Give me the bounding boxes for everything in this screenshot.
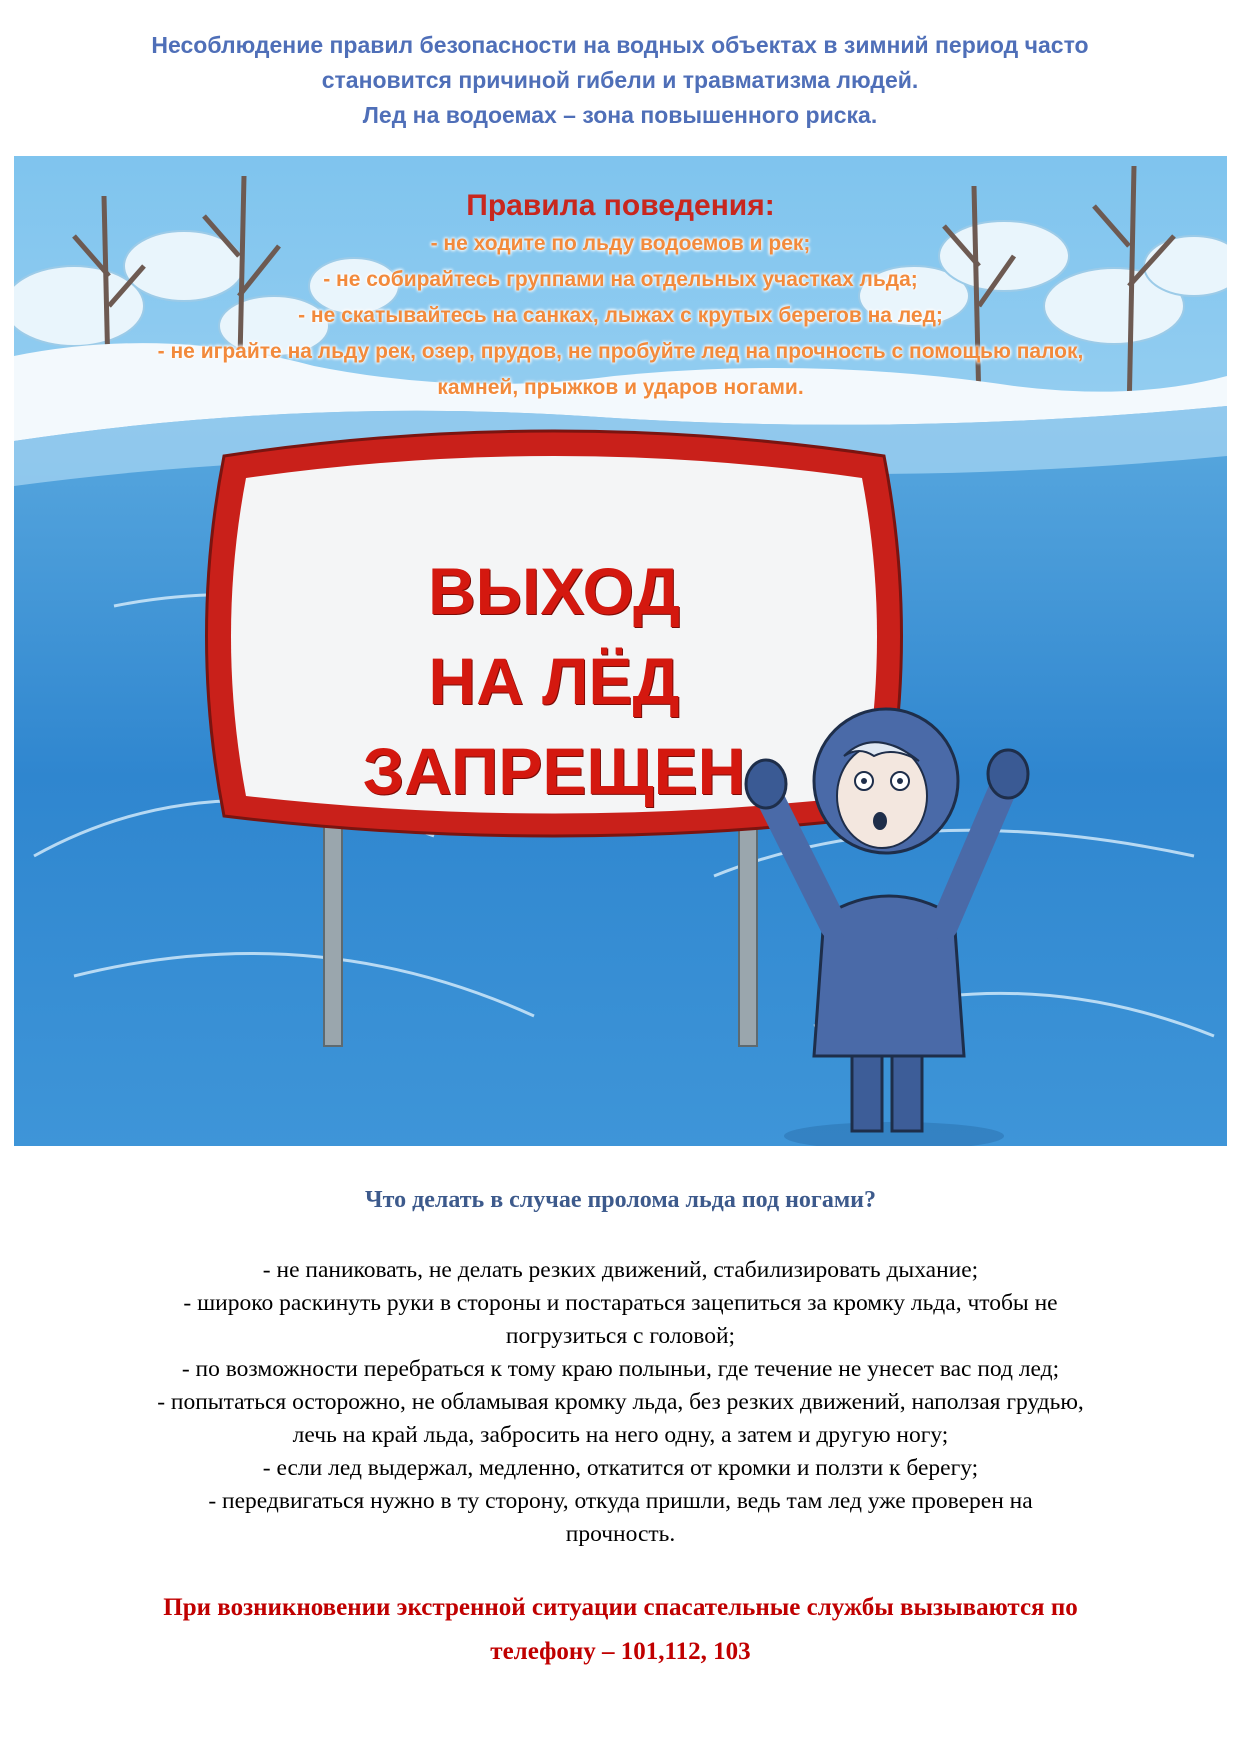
sign-line-2: НА ЛЁД (428, 644, 680, 718)
step-line: - попытаться осторожно, не обламывая кромку льда, без резких движений, наползая грудью, (157, 1389, 1084, 1415)
step-line: прочность. (565, 1521, 676, 1547)
intro-line-3: Лед на водоемах – зона повышенного риска. (362, 102, 878, 128)
step-line: - если лед выдержал, медленно, откатится от кромки и ползти к берегу; (262, 1455, 979, 1481)
sign-line-1: ВЫХОД (427, 554, 681, 628)
emergency-notice (0, 1586, 1241, 1674)
sign-line-3: ЗАПРЕЩЕН (362, 734, 746, 808)
step-line: лечь на край льда, забросить на него одну, а затем и другую ногу; (292, 1422, 949, 1448)
sign-text (279, 546, 829, 816)
rule-item: - не играйте на льду рек, озер, прудов, не пробуйте лед на прочность с помощью палок, (157, 340, 1084, 363)
emergency-line-1: При возникновении экстренной ситуации спасательные службы вызываются по (163, 1594, 1078, 1621)
safety-steps (40, 1254, 1201, 1551)
section-title: Что делать в случае пролома льда под ногами? (365, 1187, 876, 1213)
intro-line-2: становится причиной гибели и травматизма людей. (321, 67, 919, 93)
emergency-line-2: телефону – 101,112, 103 (490, 1638, 751, 1665)
rule-item: камней, прыжков и ударов ногами. (437, 376, 804, 399)
step-line: - передвигаться нужно в ту сторону, откуда пришли, ведь там лед уже проверен на (208, 1488, 1033, 1514)
rule-item: - не собирайтесь группами на отдельных участках льда; (323, 268, 918, 291)
rule-item: - не ходите по льду водоемов и рек; (430, 232, 811, 255)
step-line: - широко раскинуть руки в стороны и постараться зацепиться за кромку льда, чтобы не (183, 1290, 1058, 1316)
rules-title: Правила поведения: (466, 189, 775, 222)
step-line: - по возможности перебраться к тому краю полыньи, где течение не унесет вас под лед; (181, 1356, 1060, 1382)
step-line: погрузиться с головой; (505, 1323, 736, 1349)
rule-item: - не скатывайтесь на санках, лыжах с крутых берегов на лед; (298, 304, 943, 327)
step-line: - не паниковать, не делать резких движений, стабилизировать дыхание; (262, 1257, 979, 1283)
intro-line-1: Несоблюдение правил безопасности на водных объектах в зимний период часто (151, 32, 1089, 58)
intro-text (60, 28, 1180, 133)
ice-poster-illustration (14, 156, 1227, 1146)
rules-block (14, 186, 1227, 406)
